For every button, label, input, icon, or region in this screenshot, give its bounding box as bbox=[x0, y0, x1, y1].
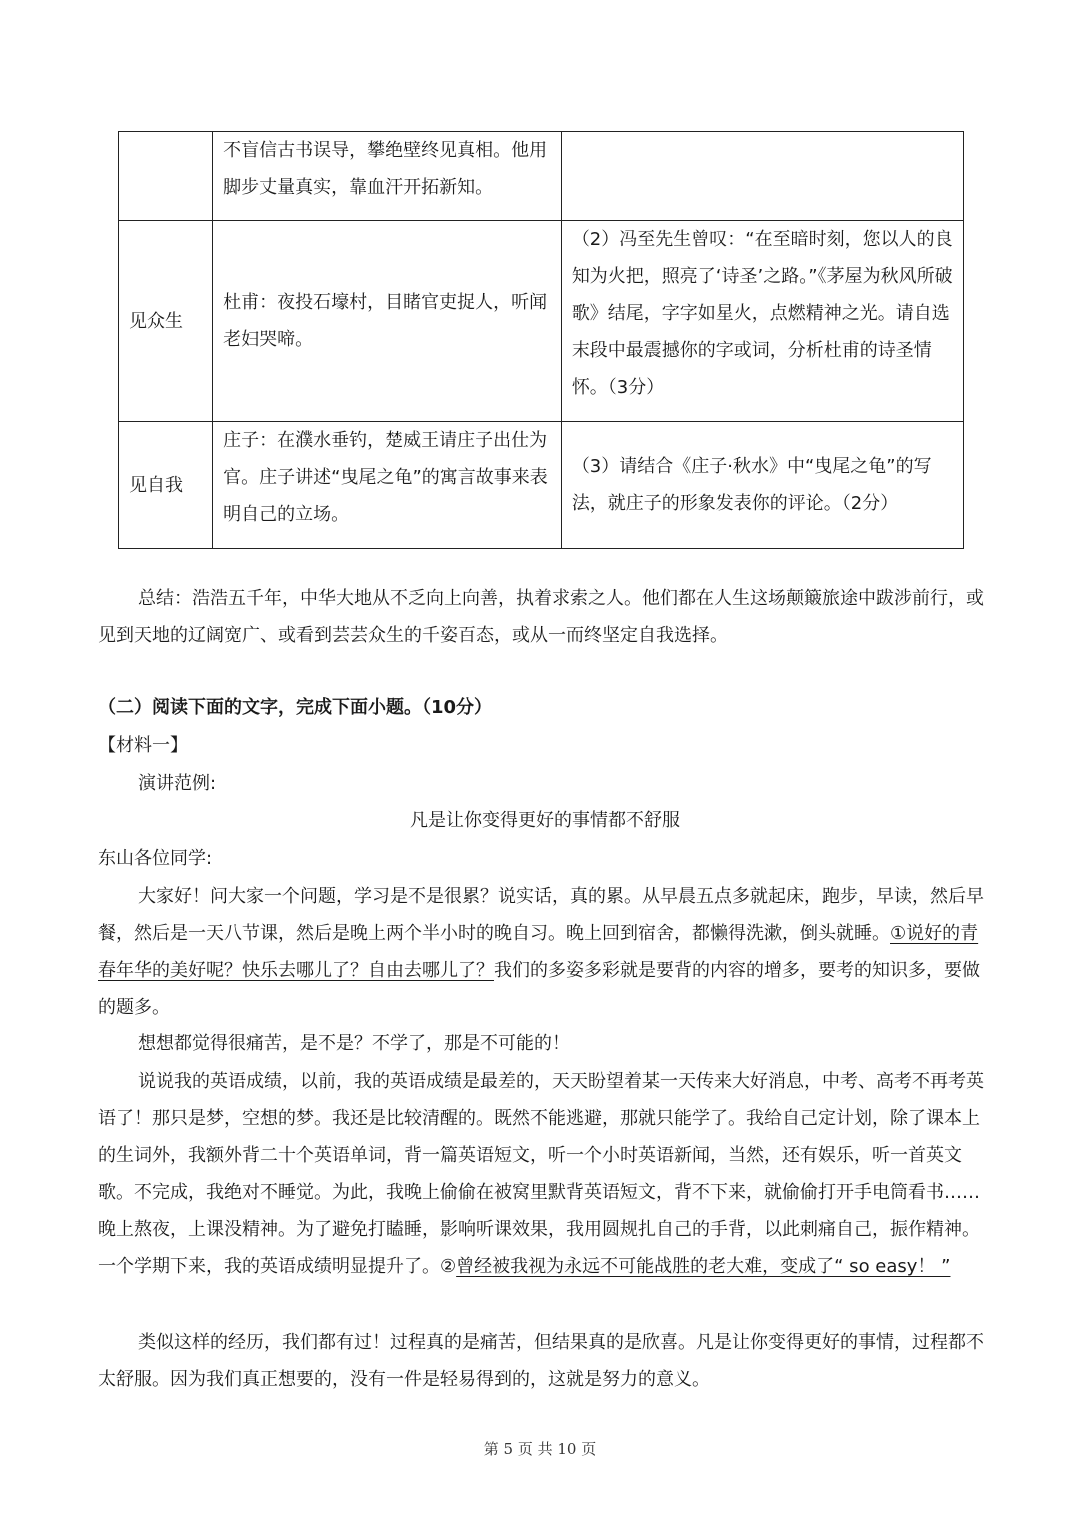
paragraph-1 bbox=[98, 878, 992, 1026]
paragraph-3-start: 说说我的英语成绩，以前，我的英语成绩是最差的，天天盼望着某一天传来大好消息，中考、高考不再考英语了！那只是梦，空想的梦。我还是比较清醒的。既然不能逃避，那就只能学了。我给自己定计划，除了课本上的生词外，我额外背二十个英语单词，背一篇英语短文，听一个小时英语新闻，当然，还有娱乐，听一首英文歌。不完成，我绝对不睡觉。为此，我晚上偷偷在被窝里默背英语短文，背不下来，就偷偷打开手电筒看书……晚上熬夜，上课没精神。为了避免打瞌睡，影响听课效果，我用圆规扎自己的手背，以此刺痛自己，振作精神。一个学期下来，我的英语成绩明显提升了。 bbox=[98, 1071, 984, 1277]
row-label: 见自我 bbox=[119, 422, 213, 549]
row-content: 不盲信古书误导，攀绝壁终见真相。他用脚步丈量真实，靠血汗开拓新知。 bbox=[213, 132, 562, 221]
table-row bbox=[119, 132, 964, 221]
paragraph-1-start: 大家好！问大家一个问题，学习是不是很累？说实话，真的累。从早晨五点多就起床，跑步，早读，然后早餐，然后是一天八节课，然后是晚上两个半小时的晚自习。晚上回到宿舍，都懒得洗漱，倒头就睡。 bbox=[98, 886, 984, 944]
greeting: 东山各位同学: bbox=[98, 848, 213, 869]
section-heading: （二）阅读下面的文字，完成下面小题。（10分） bbox=[98, 697, 493, 718]
paragraph-3 bbox=[98, 1063, 992, 1285]
row-label bbox=[119, 132, 213, 221]
info-table bbox=[118, 131, 964, 549]
page-footer: 第 5 页 共 10 页 bbox=[483, 1440, 597, 1458]
row-question bbox=[561, 132, 963, 221]
underlined-question-1: ①说好的青春年华的美好呢？快乐去哪儿了？自由去哪儿了？ bbox=[98, 923, 979, 981]
row-question: （3）请结合《庄子·秋水》中“曳尾之龟”的写法，就庄子的形象发表你的评论。（2分） bbox=[561, 422, 963, 549]
paragraph-4: 类似这样的经历，我们都有过！过程真的是痛苦，但结果真的是欣喜。凡是让你变得更好的事情，过程都不太舒服。因为我们真正想要的，没有一件是轻易得到的，这就是努力的意义。 bbox=[98, 1332, 984, 1390]
speech-title: 凡是让你变得更好的事情都不舒服 bbox=[410, 810, 680, 831]
row-question: （2）冯至先生曾叹：“在至暗时刻，您以人的良知为火把，照亮了‘诗圣’之路。”《茅屋为秋风所破歌》结尾，字字如星火，点燃精神之光。请自选末段中最震撼你的字或词，分析杜甫的诗圣情怀。（3分） bbox=[561, 221, 963, 422]
speech-intro: 演讲范例: bbox=[138, 773, 217, 794]
table-row bbox=[119, 422, 964, 549]
summary-paragraph: 总结：浩浩五千年，中华大地从不乏向上向善，执着求索之人。他们都在人生这场颠簸旅途中跋涉前行，或见到天地的辽阔宽广、或看到芸芸众生的千姿百态，或从一而终坚定自我选择。 bbox=[98, 588, 984, 646]
paragraph-2: 想想都觉得很痛苦，是不是？不学了，那是不可能的！ bbox=[138, 1033, 570, 1054]
material-label: 【材料一】 bbox=[98, 735, 188, 756]
underlined-sentence-2: 曾经被我视为永远不可能战胜的老大难，变成了“ so easy！ ” bbox=[456, 1256, 951, 1277]
row-content: 庄子：在濮水垂钓，楚威王请庄子出仕为官。庄子讲述“曳尾之龟”的寓言故事来表明自己的立场。 bbox=[213, 422, 562, 549]
paragraph-1-end: 我们的多姿多彩就是要背的内容的增多，要考的知识多，要做的题多。 bbox=[98, 960, 980, 1018]
row-label: 见众生 bbox=[119, 221, 213, 422]
table-row bbox=[119, 221, 964, 422]
paragraph-3-marker: ② bbox=[440, 1256, 457, 1277]
row-content: 杜甫：夜投石壕村，目睹官吏捉人，听闻老妇哭啼。 bbox=[213, 221, 562, 422]
